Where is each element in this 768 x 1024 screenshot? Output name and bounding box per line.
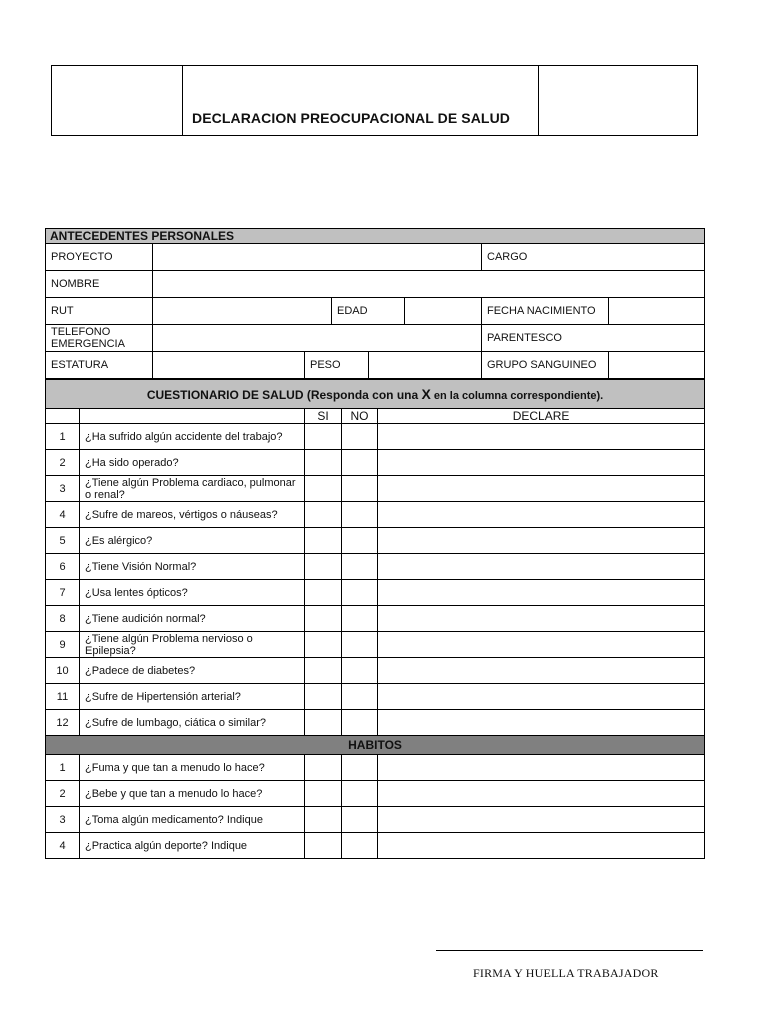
question-declare-cell[interactable] xyxy=(378,476,705,502)
habito-number: 3 xyxy=(46,807,80,833)
label-cargo: CARGO xyxy=(482,244,520,271)
question-declare-cell[interactable] xyxy=(378,450,705,476)
field-telefono-emergencia[interactable] xyxy=(153,325,482,352)
question-declare-cell[interactable] xyxy=(378,554,705,580)
question-number: 12 xyxy=(46,710,80,736)
habito-si-cell[interactable] xyxy=(305,781,342,807)
question-text: ¿Padece de diabetes? xyxy=(80,658,305,684)
col-num-header xyxy=(46,409,80,424)
question-row xyxy=(46,528,705,554)
question-si-cell[interactable] xyxy=(305,424,342,450)
question-number: 7 xyxy=(46,580,80,606)
label-edad: EDAD xyxy=(332,298,405,325)
question-si-cell[interactable] xyxy=(305,684,342,710)
col-question-header xyxy=(80,409,305,424)
question-declare-cell[interactable] xyxy=(378,528,705,554)
cuestionario-title-end: en la columna correspondiente). xyxy=(430,390,604,402)
question-no-cell[interactable] xyxy=(342,606,378,632)
question-declare-cell[interactable] xyxy=(378,658,705,684)
question-si-cell[interactable] xyxy=(305,580,342,606)
habito-text: ¿Practica algún deporte? Indique xyxy=(80,833,305,859)
field-nombre[interactable] xyxy=(153,271,705,298)
habito-declare-cell[interactable] xyxy=(378,807,705,833)
question-number: 11 xyxy=(46,684,80,710)
question-no-cell[interactable] xyxy=(342,632,378,658)
label-estatura: ESTATURA xyxy=(46,352,153,379)
questions-body xyxy=(46,424,705,736)
signature-line[interactable] xyxy=(436,950,703,951)
question-declare-cell[interactable] xyxy=(378,424,705,450)
question-text: ¿Tiene audición normal? xyxy=(80,606,305,632)
habito-declare-cell[interactable] xyxy=(378,833,705,859)
logo-cell xyxy=(52,66,183,135)
habito-si-cell[interactable] xyxy=(305,755,342,781)
label-rut: RUT xyxy=(46,298,153,325)
question-si-cell[interactable] xyxy=(305,606,342,632)
habito-no-cell[interactable] xyxy=(342,833,378,859)
health-form xyxy=(45,228,704,859)
question-declare-cell[interactable] xyxy=(378,606,705,632)
question-text: ¿Tiene Visión Normal? xyxy=(80,554,305,580)
question-number: 5 xyxy=(46,528,80,554)
question-no-cell[interactable] xyxy=(342,710,378,736)
question-no-cell[interactable] xyxy=(342,476,378,502)
label-grupo-sanguineo: GRUPO SANGUINEO xyxy=(482,352,609,379)
habito-row xyxy=(46,807,705,833)
habito-no-cell[interactable] xyxy=(342,807,378,833)
question-si-cell[interactable] xyxy=(305,528,342,554)
question-si-cell[interactable] xyxy=(305,658,342,684)
label-proyecto: PROYECTO xyxy=(46,244,153,271)
field-estatura[interactable] xyxy=(153,352,305,379)
question-number: 2 xyxy=(46,450,80,476)
field-peso[interactable] xyxy=(369,352,482,379)
habito-no-cell[interactable] xyxy=(342,755,378,781)
section-habitos: HABITOS xyxy=(46,736,705,755)
field-edad[interactable] xyxy=(405,298,482,325)
question-row xyxy=(46,580,705,606)
question-row xyxy=(46,606,705,632)
question-declare-cell[interactable] xyxy=(378,632,705,658)
personal-table xyxy=(45,228,705,379)
section-antecedentes: ANTECEDENTES PERSONALES xyxy=(46,229,705,244)
habitos-body xyxy=(46,755,705,859)
field-fecha-nacimiento[interactable] xyxy=(609,298,705,325)
habito-declare-cell[interactable] xyxy=(378,755,705,781)
habito-si-cell[interactable] xyxy=(305,807,342,833)
habito-declare-cell[interactable] xyxy=(378,781,705,807)
habito-text: ¿Bebe y que tan a menudo lo hace? xyxy=(80,781,305,807)
label-peso: PESO xyxy=(305,352,369,379)
question-no-cell[interactable] xyxy=(342,450,378,476)
question-row xyxy=(46,476,705,502)
question-row xyxy=(46,632,705,658)
question-number: 1 xyxy=(46,424,80,450)
label-telefono-emergencia: TELEFONO EMERGENCIA xyxy=(46,325,153,352)
question-number: 3 xyxy=(46,476,80,502)
question-row xyxy=(46,424,705,450)
questionnaire-table xyxy=(45,379,705,859)
question-number: 4 xyxy=(46,502,80,528)
question-text: ¿Tiene algún Problema cardiaco, pulmonar o renal? xyxy=(80,476,305,502)
question-row xyxy=(46,684,705,710)
question-number: 8 xyxy=(46,606,80,632)
habito-no-cell[interactable] xyxy=(342,781,378,807)
question-text: ¿Usa lentes ópticos? xyxy=(80,580,305,606)
label-parentesco: PARENTESCO xyxy=(482,325,520,352)
question-no-cell[interactable] xyxy=(342,424,378,450)
question-declare-cell[interactable] xyxy=(378,580,705,606)
document-header xyxy=(51,65,698,136)
habito-number: 4 xyxy=(46,833,80,859)
habito-number: 1 xyxy=(46,755,80,781)
habito-row xyxy=(46,833,705,859)
question-no-cell[interactable] xyxy=(342,554,378,580)
question-no-cell[interactable] xyxy=(342,528,378,554)
question-declare-cell[interactable] xyxy=(378,502,705,528)
question-row xyxy=(46,554,705,580)
question-row xyxy=(46,658,705,684)
question-si-cell[interactable] xyxy=(305,554,342,580)
question-row xyxy=(46,450,705,476)
question-text: ¿Sufre de lumbago, ciática o similar? xyxy=(80,710,305,736)
habito-text: ¿Fuma y que tan a menudo lo hace? xyxy=(80,755,305,781)
question-row xyxy=(46,710,705,736)
question-si-cell[interactable] xyxy=(305,450,342,476)
question-si-cell[interactable] xyxy=(305,710,342,736)
col-si-header: SI xyxy=(305,409,342,424)
section-cuestionario xyxy=(46,380,705,409)
question-si-cell[interactable] xyxy=(305,502,342,528)
label-fecha-nacimiento: FECHA NACIMIENTO xyxy=(482,298,609,325)
habito-row xyxy=(46,781,705,807)
code-cell xyxy=(538,66,697,135)
question-no-cell[interactable] xyxy=(342,684,378,710)
question-si-cell[interactable] xyxy=(305,632,342,658)
question-text: ¿Ha sufrido algún accidente del trabajo? xyxy=(80,424,305,450)
col-declare-header: DECLARE xyxy=(378,409,705,424)
habito-number: 2 xyxy=(46,781,80,807)
question-text: ¿Sufre de mareos, vértigos o náuseas? xyxy=(80,502,305,528)
question-text: ¿Tiene algún Problema nervioso o Epilepsia? xyxy=(80,632,305,658)
question-no-cell[interactable] xyxy=(342,658,378,684)
document-title: DECLARACION PREOCUPACIONAL DE SALUD xyxy=(192,110,510,126)
field-proyecto[interactable] xyxy=(153,244,482,271)
question-number: 9 xyxy=(46,632,80,658)
question-text: ¿Es alérgico? xyxy=(80,528,305,554)
signature-label: FIRMA Y HUELLA TRABAJADOR xyxy=(473,966,659,980)
question-row xyxy=(46,502,705,528)
field-grupo-sanguineo[interactable] xyxy=(609,352,705,379)
field-cargo[interactable] xyxy=(520,244,705,271)
cuestionario-title: CUESTIONARIO DE SALUD (Responda con una xyxy=(146,388,422,402)
question-text: ¿Ha sido operado? xyxy=(80,450,305,476)
question-number: 6 xyxy=(46,554,80,580)
habito-text: ¿Toma algún medicamento? Indique xyxy=(80,807,305,833)
col-no-header: NO xyxy=(342,409,378,424)
question-no-cell[interactable] xyxy=(342,580,378,606)
habito-row xyxy=(46,755,705,781)
label-nombre: NOMBRE xyxy=(46,271,153,298)
question-no-cell[interactable] xyxy=(342,502,378,528)
question-si-cell[interactable] xyxy=(305,476,342,502)
habito-si-cell[interactable] xyxy=(305,833,342,859)
question-declare-cell[interactable] xyxy=(378,710,705,736)
question-number: 10 xyxy=(46,658,80,684)
question-declare-cell[interactable] xyxy=(378,684,705,710)
question-text: ¿Sufre de Hipertensión arterial? xyxy=(80,684,305,710)
field-rut[interactable] xyxy=(153,298,332,325)
cuestionario-x: X xyxy=(421,386,431,402)
